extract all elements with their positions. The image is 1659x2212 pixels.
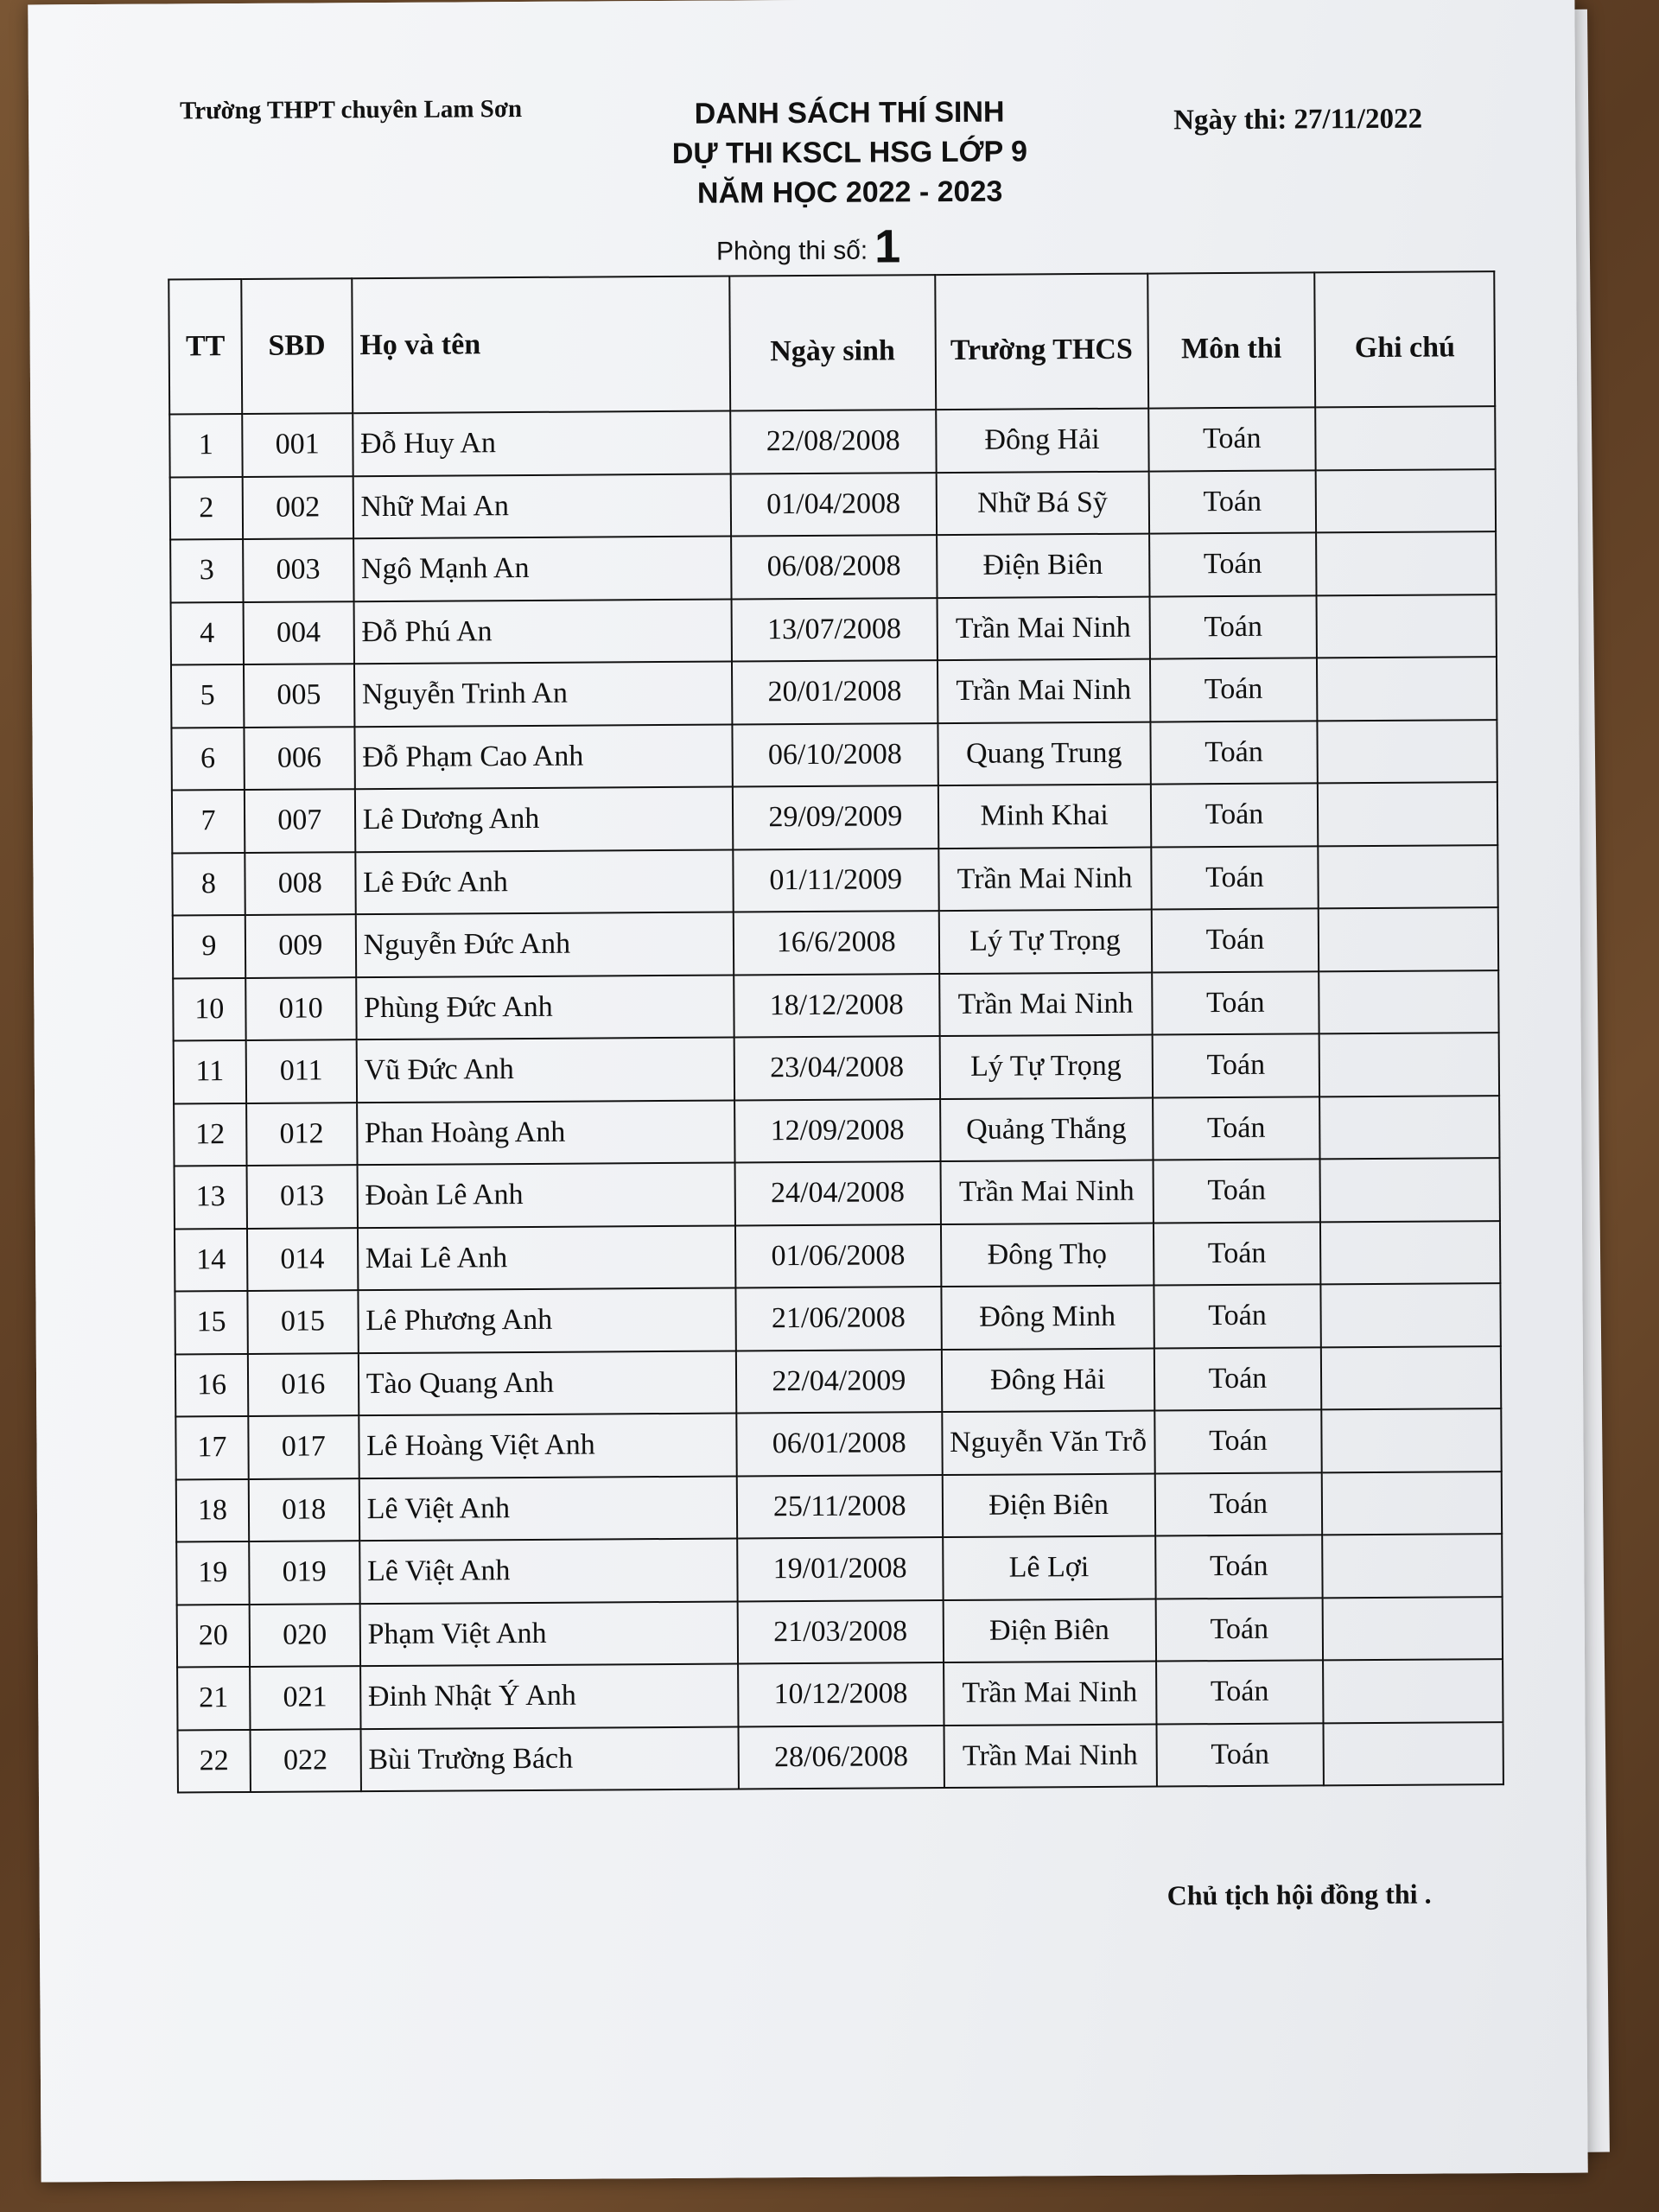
- cell-note: [1318, 782, 1497, 846]
- cell-tt: 7: [172, 790, 245, 853]
- cell-sbd: 013: [246, 1165, 357, 1228]
- cell-school: Nhữ Bá Sỹ: [936, 471, 1148, 535]
- candidate-table: [168, 270, 1504, 1793]
- cell-note: [1320, 1158, 1500, 1222]
- cell-school: Minh Khai: [938, 785, 1150, 849]
- cell-school: Điện Biên: [943, 1599, 1155, 1662]
- cell-dob: 25/11/2008: [737, 1475, 943, 1539]
- cell-tt: 12: [174, 1103, 246, 1166]
- cell-school: Lý Tự Trọng: [939, 1035, 1152, 1099]
- cell-subject: Toán: [1152, 1033, 1319, 1097]
- cell-dob: 10/12/2008: [738, 1662, 944, 1726]
- table-row: [173, 970, 1498, 1041]
- table-row: [176, 1471, 1502, 1542]
- cell-note: [1319, 845, 1498, 909]
- cell-subject: Toán: [1152, 971, 1319, 1035]
- cell-dob: 06/10/2008: [732, 723, 938, 787]
- cell-sbd: 001: [242, 413, 353, 476]
- cell-note: [1321, 1283, 1501, 1347]
- cell-school: Quang Trung: [938, 721, 1150, 785]
- cell-dob: 13/07/2008: [731, 598, 937, 662]
- cell-name: Nhữ Mai An: [353, 474, 731, 538]
- table-header-row: [168, 271, 1495, 414]
- cell-school: Đông Thọ: [941, 1223, 1154, 1287]
- cell-school: Trần Mai Ninh: [938, 659, 1150, 723]
- title-line-3: NĂM HỌC 2022 - 2023: [696, 175, 1003, 210]
- cell-subject: Toán: [1151, 846, 1319, 910]
- exam-date: Ngày thi: 27/11/2022: [1173, 103, 1423, 137]
- cell-name: Đỗ Phú An: [353, 599, 732, 664]
- cell-dob: 23/04/2008: [734, 1036, 940, 1100]
- cell-sbd: 020: [250, 1604, 360, 1667]
- cell-name: Đinh Nhật Ý Anh: [360, 1664, 739, 1729]
- table-row: [170, 531, 1496, 602]
- cell-tt: 8: [172, 852, 245, 915]
- cell-tt: 21: [177, 1667, 250, 1730]
- cell-sbd: 017: [248, 1415, 359, 1478]
- col-header-tt: TT: [168, 279, 242, 415]
- cell-tt: 9: [173, 915, 245, 978]
- room-number: 1: [874, 220, 901, 273]
- cell-sbd: 014: [247, 1228, 358, 1291]
- cell-sbd: 016: [248, 1353, 359, 1416]
- cell-note: [1321, 1346, 1501, 1410]
- cell-subject: Toán: [1154, 1409, 1322, 1473]
- cell-name: Ngô Mạnh An: [353, 537, 732, 601]
- cell-subject: Toán: [1155, 1598, 1323, 1662]
- table-row: [171, 594, 1497, 665]
- cell-note: [1316, 469, 1496, 533]
- table-row: [171, 720, 1497, 791]
- col-header-dob: Ngày sinh: [729, 275, 936, 410]
- cell-school: Trần Mai Ninh: [938, 847, 1151, 911]
- table-row: [178, 1722, 1503, 1793]
- title-line-1: DANH SÁCH THÍ SINH: [694, 95, 1005, 130]
- table-row: [176, 1534, 1502, 1605]
- cell-subject: Toán: [1148, 470, 1316, 534]
- cell-name: Lê Việt Anh: [359, 1539, 738, 1604]
- cell-sbd: 009: [245, 914, 356, 977]
- cell-school: Điện Biên: [937, 534, 1149, 598]
- cell-school: Nguyễn Văn Trỗ: [942, 1411, 1154, 1475]
- col-header-name: Họ và tên: [352, 276, 730, 414]
- cell-subject: Toán: [1153, 1159, 1320, 1223]
- cell-note: [1320, 1221, 1500, 1285]
- table-row: [173, 907, 1498, 978]
- cell-dob: 28/06/2008: [738, 1726, 944, 1789]
- cell-note: [1316, 531, 1496, 595]
- cell-note: [1317, 594, 1497, 658]
- table-row: [174, 1096, 1499, 1166]
- cell-school: Lê Lợi: [943, 1536, 1155, 1600]
- title-line-2: DỰ THI KSCL HSG LỚP 9: [671, 135, 1028, 170]
- col-header-note: Ghi chú: [1315, 271, 1496, 407]
- cell-name: Đoàn Lê Anh: [357, 1163, 735, 1228]
- cell-school: Trần Mai Ninh: [937, 596, 1149, 660]
- cell-note: [1323, 1659, 1503, 1723]
- cell-school: Điện Biên: [942, 1473, 1154, 1537]
- cell-tt: 3: [170, 539, 243, 602]
- cell-name: Phùng Đức Anh: [356, 975, 734, 1039]
- cell-tt: 18: [176, 1478, 249, 1541]
- cell-tt: 15: [175, 1291, 247, 1354]
- cell-tt: 10: [173, 977, 245, 1040]
- cell-name: Đỗ Phạm Cao Anh: [354, 724, 733, 789]
- room-label: Phòng thi số:: [715, 236, 868, 266]
- cell-school: Quảng Thắng: [940, 1097, 1153, 1161]
- table-row: [175, 1346, 1501, 1417]
- cell-note: [1318, 720, 1497, 784]
- cell-dob: 19/01/2008: [737, 1537, 943, 1601]
- cell-name: Vũ Đức Anh: [356, 1038, 734, 1103]
- col-header-school: Trường THCS: [935, 274, 1148, 410]
- cell-school: Lý Tự Trọng: [938, 910, 1151, 974]
- cell-subject: Toán: [1150, 658, 1318, 721]
- table-row: [177, 1597, 1503, 1668]
- table-row: [175, 1221, 1500, 1292]
- chair-signature-label: Chủ tịch hội đồng thi .: [1166, 1878, 1432, 1911]
- cell-dob: 06/08/2008: [731, 535, 937, 599]
- cell-subject: Toán: [1156, 1723, 1324, 1787]
- cell-school: Trần Mai Ninh: [944, 1724, 1156, 1788]
- cell-dob: 29/09/2009: [733, 785, 938, 849]
- cell-dob: 01/11/2009: [733, 849, 938, 912]
- cell-subject: Toán: [1149, 532, 1317, 596]
- cell-tt: 11: [174, 1040, 246, 1103]
- cell-subject: Toán: [1154, 1284, 1321, 1348]
- cell-sbd: 002: [243, 476, 353, 539]
- cell-subject: Toán: [1154, 1222, 1321, 1286]
- cell-note: [1324, 1722, 1503, 1786]
- document-title: [582, 92, 1118, 214]
- cell-tt: 17: [175, 1416, 248, 1479]
- cell-tt: 13: [175, 1166, 247, 1229]
- cell-school: Đông Minh: [941, 1286, 1154, 1350]
- cell-sbd: 012: [246, 1103, 357, 1166]
- cell-name: Lê Việt Anh: [359, 1476, 737, 1541]
- cell-dob: 22/08/2008: [730, 410, 936, 474]
- cell-sbd: 008: [245, 852, 355, 915]
- cell-dob: 22/04/2009: [736, 1350, 942, 1414]
- table-row: [174, 1033, 1499, 1103]
- cell-name: Bùi Trường Bách: [360, 1726, 739, 1791]
- table-body: [169, 406, 1503, 1792]
- cell-school: Trần Mai Ninh: [940, 1160, 1153, 1224]
- cell-name: Lê Đức Anh: [355, 849, 734, 914]
- cell-note: [1319, 970, 1498, 1034]
- cell-subject: Toán: [1150, 783, 1318, 847]
- cell-sbd: 021: [250, 1666, 360, 1729]
- cell-sbd: 003: [243, 538, 353, 601]
- cell-tt: 5: [171, 664, 244, 728]
- cell-tt: 6: [171, 727, 244, 790]
- document-sheet: [28, 0, 1587, 2182]
- cell-tt: 16: [175, 1353, 248, 1416]
- cell-dob: 06/01/2008: [736, 1412, 942, 1476]
- cell-sbd: 010: [245, 977, 356, 1040]
- cell-subject: Toán: [1154, 1347, 1321, 1411]
- cell-tt: 22: [178, 1729, 251, 1792]
- cell-note: [1322, 1534, 1502, 1598]
- table-row: [169, 406, 1495, 477]
- school-name: Trường THPT chuyên Lam Sơn: [179, 95, 523, 125]
- cell-school: Đông Hải: [936, 409, 1148, 473]
- cell-tt: 19: [176, 1541, 249, 1605]
- cell-subject: Toán: [1150, 721, 1318, 785]
- cell-sbd: 007: [245, 789, 355, 852]
- table-row: [175, 1158, 1500, 1229]
- cell-school: Trần Mai Ninh: [939, 972, 1152, 1036]
- cell-name: Nguyễn Trinh An: [354, 662, 733, 727]
- cell-name: Lê Dương Anh: [355, 787, 734, 852]
- table-row: [171, 657, 1497, 728]
- cell-dob: 18/12/2008: [734, 974, 939, 1038]
- cell-name: Tào Quang Anh: [359, 1351, 737, 1415]
- table-row: [170, 469, 1496, 540]
- cell-subject: Toán: [1156, 1660, 1324, 1724]
- cell-subject: Toán: [1155, 1535, 1323, 1599]
- cell-dob: 21/03/2008: [738, 1600, 944, 1664]
- cell-dob: 12/09/2008: [734, 1099, 940, 1163]
- exam-room: [716, 219, 901, 274]
- cell-dob: 20/01/2008: [732, 660, 938, 724]
- cell-sbd: 019: [249, 1541, 359, 1604]
- cell-note: [1319, 1096, 1499, 1160]
- cell-note: [1317, 657, 1497, 721]
- cell-note: [1315, 406, 1495, 470]
- cell-note: [1319, 1033, 1499, 1096]
- cell-sbd: 004: [243, 601, 353, 664]
- cell-dob: 16/6/2008: [734, 911, 939, 975]
- cell-name: Phạm Việt Anh: [359, 1601, 738, 1666]
- cell-school: Trần Mai Ninh: [944, 1662, 1156, 1726]
- table-row: [175, 1408, 1501, 1479]
- cell-note: [1322, 1408, 1502, 1472]
- table-row: [177, 1659, 1503, 1730]
- cell-dob: 01/06/2008: [735, 1224, 941, 1288]
- cell-subject: Toán: [1153, 1096, 1320, 1160]
- cell-note: [1322, 1471, 1502, 1535]
- cell-name: Lê Phương Anh: [358, 1288, 736, 1353]
- col-header-subject: Môn thi: [1147, 272, 1316, 408]
- cell-subject: Toán: [1148, 407, 1316, 471]
- cell-tt: 4: [171, 601, 244, 664]
- cell-name: Nguyễn Đức Anh: [355, 912, 734, 977]
- cell-sbd: 011: [246, 1039, 357, 1103]
- cell-sbd: 005: [244, 664, 354, 727]
- cell-tt: 14: [175, 1228, 247, 1291]
- cell-subject: Toán: [1151, 908, 1319, 972]
- cell-subject: Toán: [1154, 1472, 1322, 1536]
- cell-note: [1323, 1597, 1503, 1661]
- cell-tt: 1: [169, 414, 242, 477]
- cell-sbd: 018: [249, 1478, 359, 1541]
- table-row: [172, 845, 1497, 916]
- table-row: [175, 1283, 1500, 1354]
- cell-school: Đông Hải: [941, 1348, 1154, 1412]
- cell-dob: 24/04/2008: [734, 1161, 940, 1225]
- cell-sbd: 015: [247, 1290, 358, 1353]
- cell-dob: 01/04/2008: [731, 473, 937, 537]
- cell-tt: 2: [170, 476, 243, 539]
- cell-dob: 21/06/2008: [735, 1287, 941, 1351]
- cell-subject: Toán: [1149, 595, 1317, 659]
- cell-name: Lê Hoàng Việt Anh: [359, 1414, 737, 1478]
- cell-name: Phan Hoàng Anh: [357, 1100, 735, 1165]
- cell-sbd: 022: [250, 1729, 360, 1792]
- cell-name: Mai Lê Anh: [358, 1225, 736, 1290]
- cell-sbd: 006: [244, 727, 354, 790]
- table-row: [172, 782, 1497, 853]
- col-header-sbd: SBD: [241, 278, 353, 414]
- cell-name: Đỗ Huy An: [353, 411, 731, 476]
- cell-note: [1319, 907, 1498, 971]
- cell-tt: 20: [177, 1604, 250, 1667]
